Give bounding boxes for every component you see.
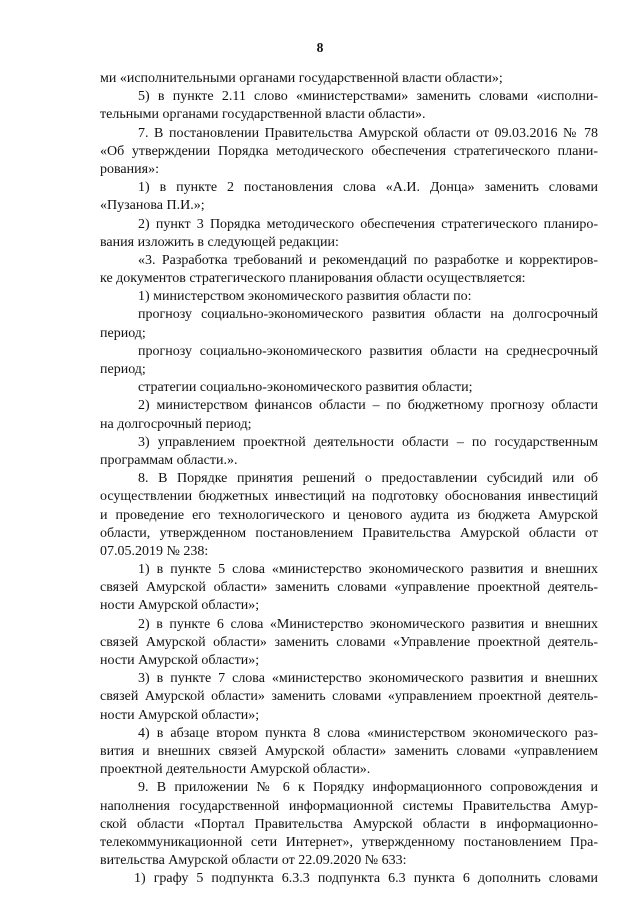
text-line: ской области «Портал Правительства Амурской области в информационно-: [100, 816, 598, 832]
document-body: [100, 70, 598, 888]
text-line: области, утвержденном постановлением Правительства Амурской области от: [100, 525, 598, 541]
text-line: «Пузанова П.И.»;: [100, 198, 205, 214]
text-line: связей Амурской области» заменить словами «Управление проектной деятель-: [100, 634, 598, 650]
text-line: рования»:: [100, 161, 159, 177]
text-line: осуществлении бюджетных инвестиций на подготовку обоснования инвестиций: [100, 489, 598, 505]
text-line: ми «исполнительными органами государственной власти области»;: [100, 71, 503, 86]
text-line: 5) в пункте 2.11 слово «министерствами» заменить словами «исполни-: [138, 89, 598, 105]
text-line: ности Амурской области»;: [100, 653, 260, 668]
text-line: 2) министерством финансов области – по бюджетному прогнозу области: [138, 398, 598, 414]
text-line: период;: [100, 325, 146, 341]
text-line: связей Амурской области» заменить словами «управлением проектной деятель-: [100, 689, 598, 705]
text-line: 3) в пункте 7 слова «министерство экономического развития и внешних: [138, 671, 598, 687]
text-line: телекоммуникационной сети Интернет», утвержденному постановлением Пра-: [100, 834, 598, 850]
text-line: на долгосрочный период;: [100, 416, 252, 432]
text-line: вания изложить в следующей редакции:: [100, 234, 339, 250]
text-line: 4) в абзаце втором пункта 8 слова «министерством экономического раз-: [138, 725, 598, 741]
text-line: 1) графу 5 подпункта 6.3.3 подпункта 6.3 пункта 6 дополнить словами: [134, 871, 598, 887]
text-line: период;: [100, 362, 146, 377]
text-line: тельными органами государственной власти области».: [100, 107, 426, 123]
text-line: 8. В Порядке принятия решений о предоставлении субсидий или об: [138, 471, 598, 487]
text-line: проектной деятельности Амурской области».: [100, 762, 371, 778]
text-line: 9. В приложении № 6 к Порядку информационного сопровождения и: [138, 780, 598, 796]
text-line: связей Амурской области» заменить словами «управление проектной деятель-: [100, 580, 598, 596]
text-line: «Об утверждении Порядка методического обеспечения стратегического плани-: [100, 143, 598, 159]
text-line: стратегии социально-экономического развития области;: [138, 380, 473, 396]
text-line: 2) в пункте 6 слова «Министерство экономического развития и внешних: [138, 616, 598, 632]
text-line: ке документов стратегического планирования области осуществляется:: [100, 271, 526, 287]
text-line: наполнения государственной информационной системы Правительства Амур-: [100, 798, 598, 814]
text-line: ности Амурской области»;: [100, 707, 260, 723]
text-line: ности Амурской области»;: [100, 598, 260, 614]
text-line: 1) в пункте 2 постановления слова «А.И. Донца» заменить словами: [138, 180, 598, 196]
text-line: вительства Амурской области от 22.09.2020 № 633:: [100, 853, 407, 869]
text-line: прогнозу социально-экономического развития области на среднесрочный: [138, 343, 598, 359]
text-line: и проведение его технологического и ценового аудита из бюджета Амурской: [100, 507, 598, 523]
text-line: 7. В постановлении Правительства Амурской области от 09.03.2016 № 78: [138, 125, 598, 141]
text-line: вития и внешних связей Амурской области» заменить словами «управлением: [100, 743, 598, 759]
text-line: 07.05.2019 № 238:: [100, 543, 209, 559]
page-number: 8: [316, 40, 324, 55]
text-line: 3) управлением проектной деятельности области – по государственным: [138, 434, 598, 450]
text-line: прогнозу социально-экономического развития области на долгосрочный: [138, 307, 598, 323]
text-line: 2) пункт 3 Порядка методического обеспечения стратегического планиро-: [138, 216, 598, 232]
text-line: «3. Разработка требований и рекомендаций по разработке и корректиров-: [138, 252, 598, 268]
text-line: программам области.».: [100, 452, 238, 468]
text-line: 1) в пункте 5 слова «министерство экономического развития и внешних: [138, 562, 598, 578]
text-line: 1) министерством экономического развития области по:: [138, 289, 472, 305]
